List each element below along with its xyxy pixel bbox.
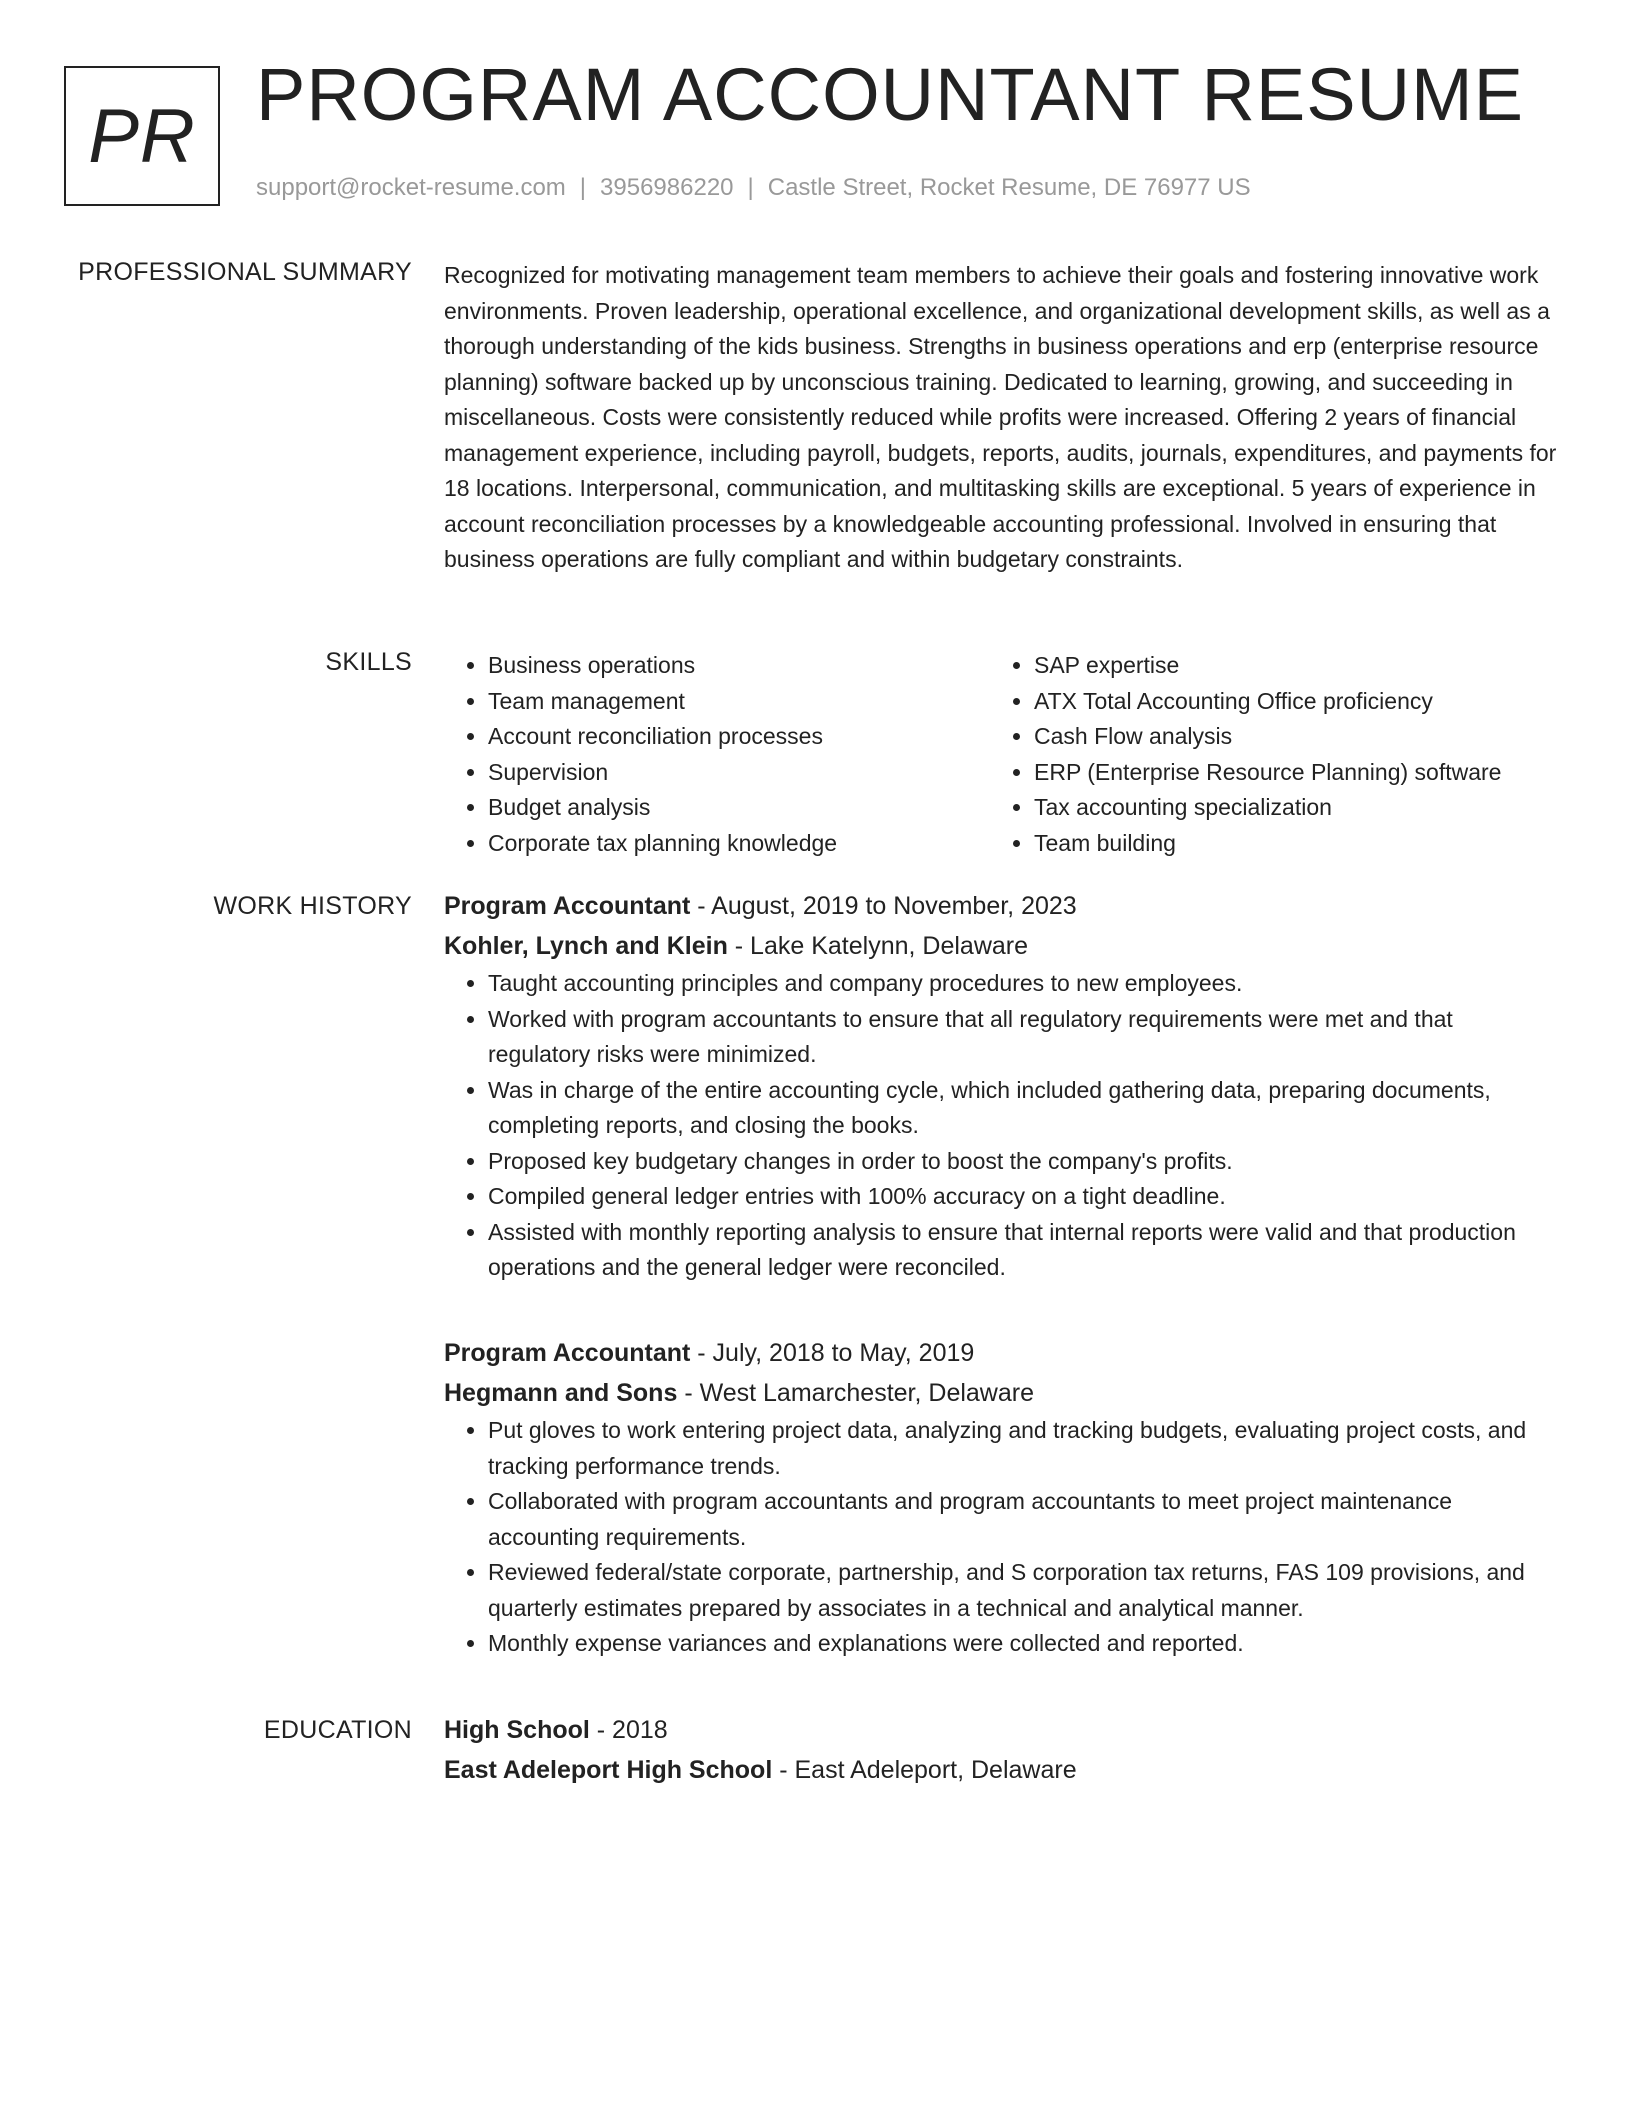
skill-item: • Team building: [1034, 826, 1536, 862]
summary-heading: PROFESSIONAL SUMMARY: [78, 258, 412, 286]
contact-separator: |: [579, 174, 587, 201]
skill-item: • ERP (Enterprise Resource Planning) software: [1034, 755, 1536, 791]
job-duty: • Compiled general ledger entries with 100% accuracy on a tight deadline.: [488, 1179, 1560, 1215]
job-duty: • Monthly expense variances and explanations were collected and reported.: [488, 1626, 1560, 1662]
skill-item: • Budget analysis: [488, 790, 990, 826]
summary-text: Recognized for motivating management team members to achieve their goals and fostering innovative work environments. Proven leadership, operational excellence, and organizational development skills, as well as a thorough understanding of the kids business. Strengths in business operations and erp (enterprise resource planning) software backed up by unconscious training. Dedicated to learning, growing, and succeeding in miscellaneous. Costs were consistently reduced while profits were increased. Offering 2 years of financial management experience, including payroll, budgets, reports, audits, journals, expenditures, and payments for 18 locations. Interpersonal, communication, and multitasking skills are exceptional. 5 years of experience in account reconciliation processes by a knowledgeable accounting professional. Involved in ensuring that business operations are fully compliant and within budgetary constraints.: [444, 262, 1557, 572]
contact-line: [256, 174, 1251, 202]
job-company: Kohler, Lynch and Klein: [444, 932, 728, 960]
skill-item: • Supervision: [488, 755, 990, 791]
job-title: Program Accountant: [444, 892, 691, 920]
job-company-line: [444, 926, 1560, 966]
job-duty: • Collaborated with program accountants and program accountants to meet project maintenance accounting requirements.: [488, 1484, 1560, 1555]
job-dates: - August, 2019 to November, 2023: [690, 892, 1077, 920]
job-duty: • Reviewed federal/state corporate, partnership, and S corporation tax returns, FAS 109 provisions, and quarterly estimates prepared by associates in a technical and analytical manner.: [488, 1555, 1560, 1626]
education-entry: [444, 1710, 1560, 1790]
skill-item: • Tax accounting specialization: [1034, 790, 1536, 826]
education-school-line: [444, 1750, 1560, 1790]
education-degree: High School: [444, 1716, 590, 1744]
education-heading: EDUCATION: [263, 1716, 412, 1744]
job-duty: • Put gloves to work entering project data, analyzing and tracking budgets, evaluating project costs, and tracking performance trends.: [488, 1413, 1560, 1484]
monogram-initials: PR: [88, 93, 196, 179]
skill-item: • Cash Flow analysis: [1034, 719, 1536, 755]
job-company-line: [444, 1373, 1560, 1413]
skills-list-right: [990, 648, 1536, 861]
job-title-line: [444, 886, 1560, 926]
skill-item: • Team management: [488, 684, 990, 720]
contact-address: Castle Street, Rocket Resume, DE 76977 US: [767, 174, 1251, 201]
job-entry: [444, 886, 1560, 1286]
summary-body: [444, 258, 1560, 578]
job-location: - West Lamarchester, Delaware: [677, 1379, 1034, 1407]
job-title: Program Accountant: [444, 1339, 691, 1367]
job-duty: • Proposed key budgetary changes in order to boost the company's profits.: [488, 1144, 1560, 1180]
resume-title: PROGRAM ACCOUNTANT RESUME: [256, 53, 1525, 136]
skill-item: • ATX Total Accounting Office proficiency: [1034, 684, 1536, 720]
job-duties-list: [444, 1413, 1560, 1662]
job-duty: • Was in charge of the entire accounting cycle, which included gathering data, preparing documents, completing reports, and closing the books.: [488, 1073, 1560, 1144]
skill-item: • Corporate tax planning knowledge: [488, 826, 990, 862]
monogram-box: [64, 66, 220, 206]
contact-email: support@rocket-resume.com: [256, 174, 566, 201]
education-location: - East Adeleport, Delaware: [772, 1756, 1077, 1784]
job-duty: • Worked with program accountants to ensure that all regulatory requirements were met and that regulatory risks were minimized.: [488, 1002, 1560, 1073]
skill-item: • Business operations: [488, 648, 990, 684]
job-duty: • Assisted with monthly reporting analysis to ensure that internal reports were valid and that production operations and the general ledger were reconciled.: [488, 1215, 1560, 1286]
skills-heading: SKILLS: [325, 648, 412, 676]
education-degree-line: [444, 1710, 1560, 1750]
job-title-line: [444, 1333, 1560, 1373]
job-location: - Lake Katelynn, Delaware: [727, 932, 1029, 960]
job-entry: [444, 1333, 1560, 1662]
job-duties-list: [444, 966, 1560, 1286]
contact-phone: 3956986220: [600, 174, 734, 201]
contact-separator: |: [747, 174, 754, 201]
job-company: Hegmann and Sons: [444, 1379, 678, 1407]
skills-list-left: [444, 648, 990, 861]
skill-item: • Account reconciliation processes: [488, 719, 990, 755]
job-duty: • Taught accounting principles and company procedures to new employees.: [488, 966, 1560, 1002]
education-year: - 2018: [589, 1716, 668, 1744]
job-dates: - July, 2018 to May, 2019: [690, 1339, 975, 1367]
work-history-heading: WORK HISTORY: [213, 892, 412, 920]
skill-item: • SAP expertise: [1034, 648, 1536, 684]
skills-body: [444, 648, 1560, 861]
education-school: East Adeleport High School: [444, 1756, 773, 1784]
